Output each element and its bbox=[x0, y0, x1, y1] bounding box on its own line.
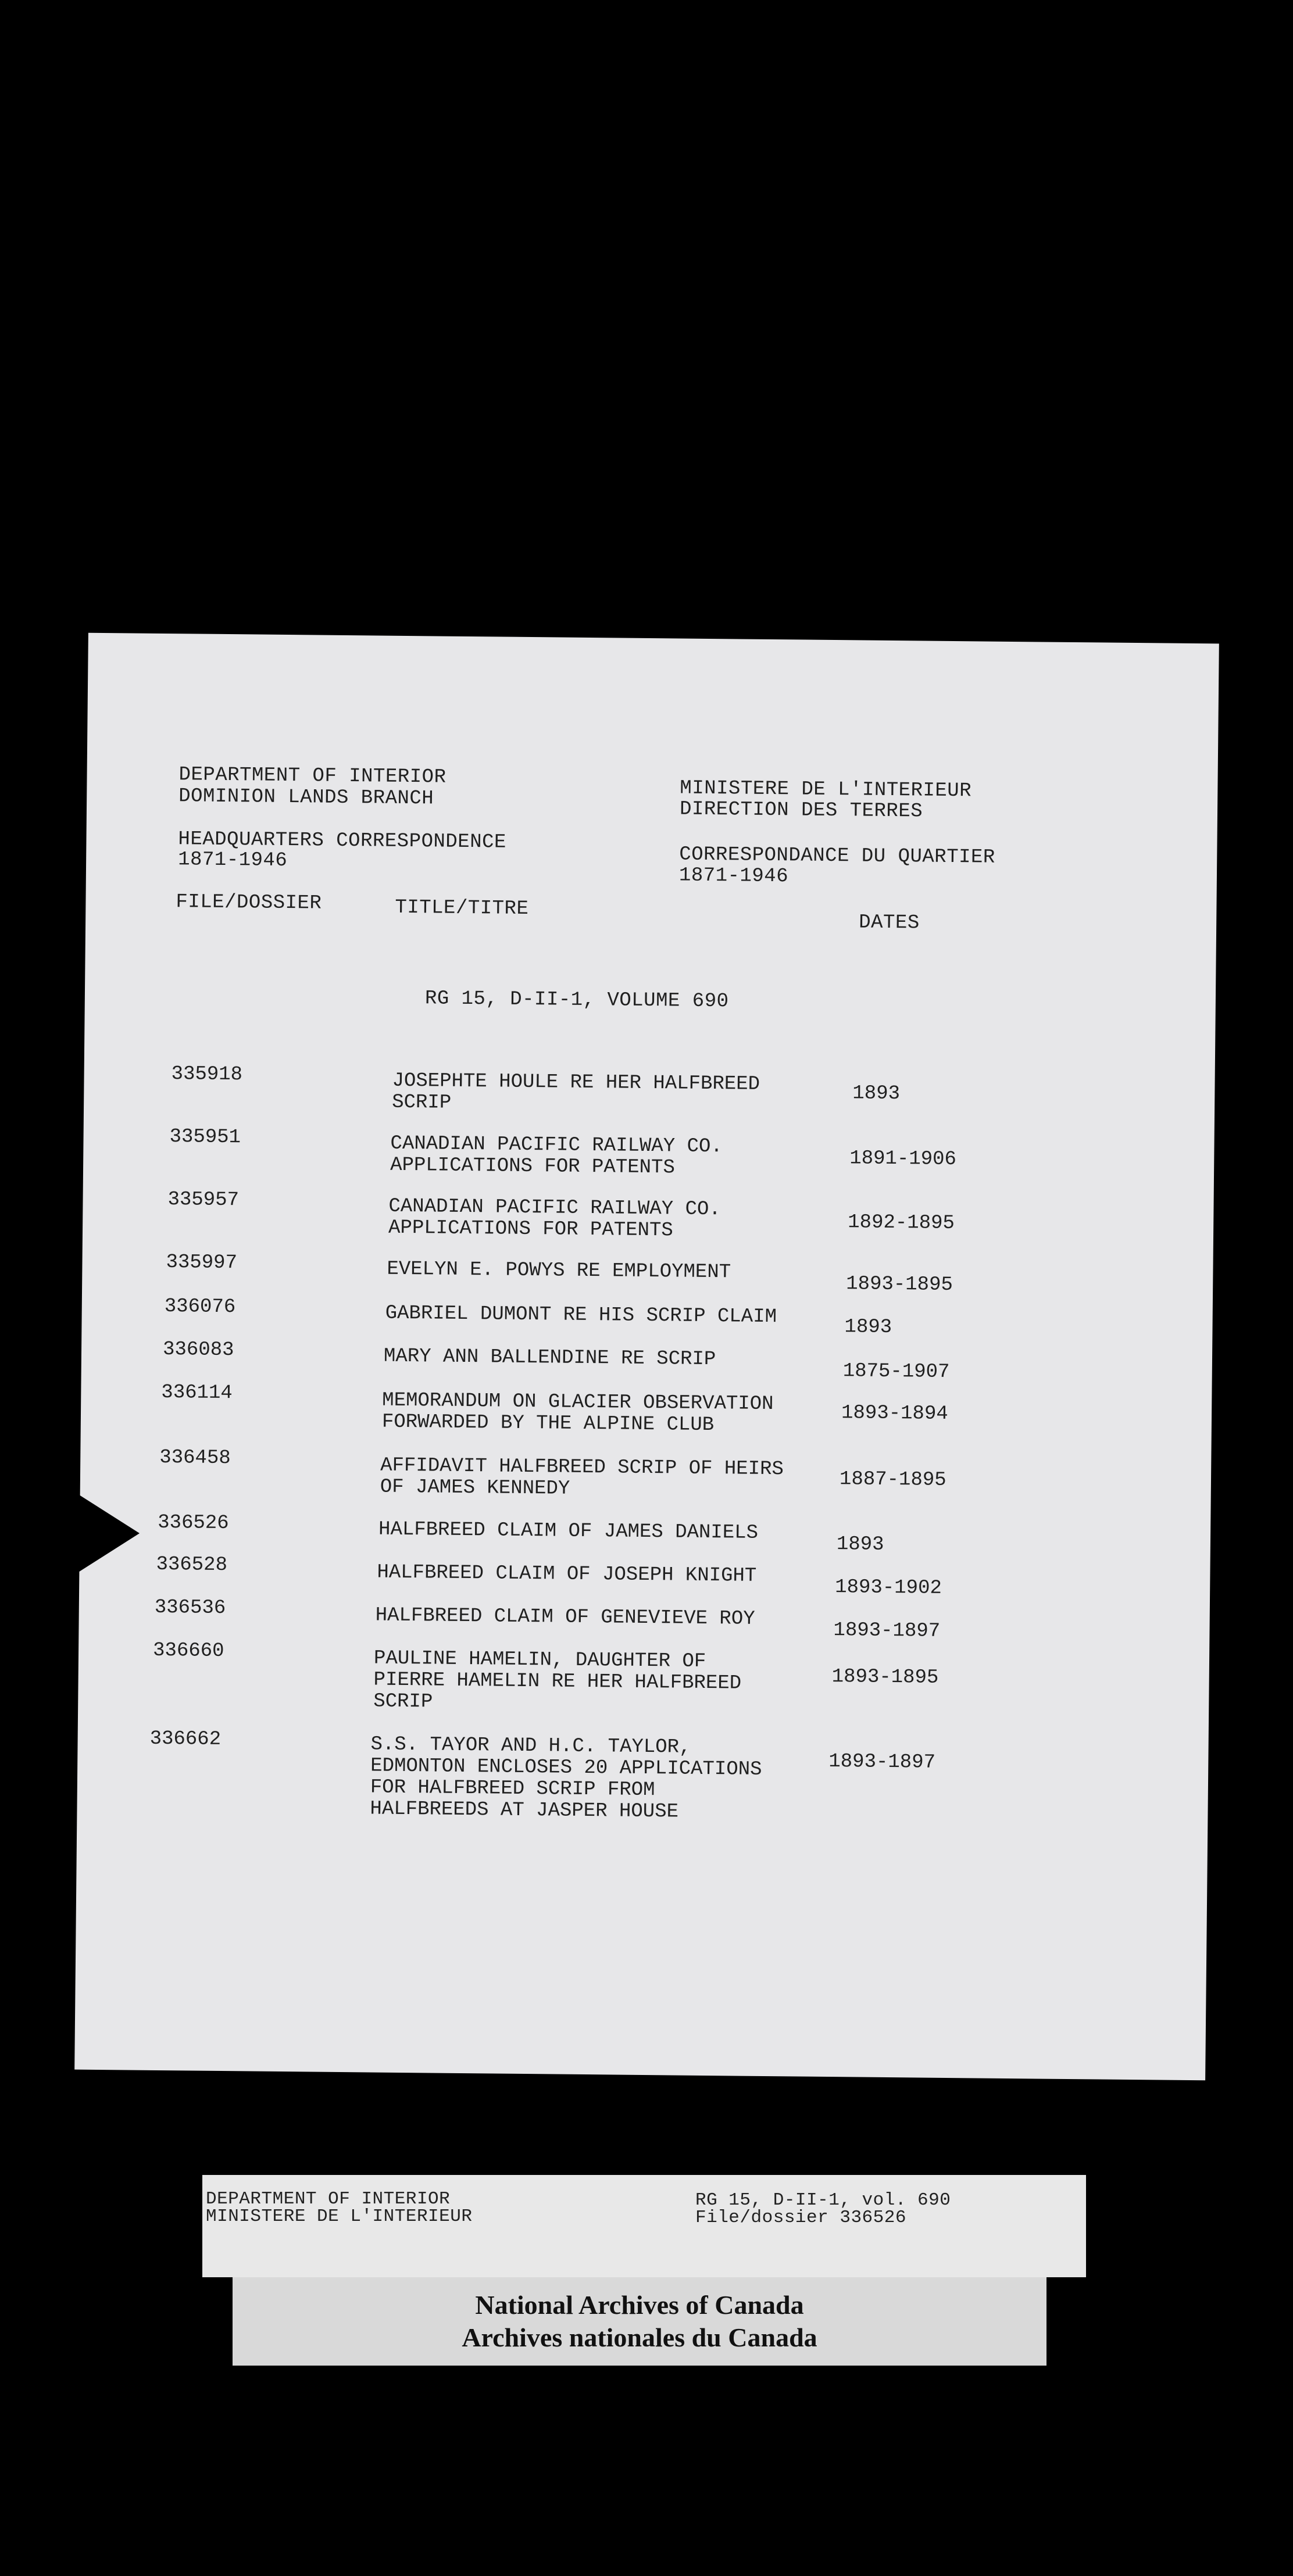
series-dates-fr: 1871-1946 bbox=[678, 864, 789, 888]
table-row-title: AFFIDAVIT HALFBREED SCRIP OF HEIRS OF JAMES KENNEDY bbox=[380, 1454, 784, 1500]
series-title-en: HEADQUARTERS CORRESPONDENCE bbox=[178, 828, 507, 854]
volume-reference: RG 15, D-II-1, VOLUME 690 bbox=[424, 988, 729, 1013]
table-row-dates: 1893-1897 bbox=[833, 1619, 941, 1643]
series-title-fr: CORRESPONDANCE DU QUARTIER bbox=[679, 843, 995, 869]
table-row-title: PAULINE HAMELIN, DAUGHTER OF PIERRE HAMELIN RE HER HALFBREED SCRIP bbox=[373, 1647, 742, 1713]
table-row-file: 336114 bbox=[161, 1381, 233, 1405]
table-row-title: CANADIAN PACIFIC RAILWAY CO. APPLICATIONS FOR PATENTS bbox=[388, 1195, 721, 1242]
table-row-file: 336076 bbox=[164, 1296, 236, 1319]
table-row-title: MEMORANDUM ON GLACIER OBSERVATION FORWARDED BY THE ALPINE CLUB bbox=[381, 1389, 774, 1437]
file-label-strip bbox=[202, 2175, 1086, 2277]
branch-title-fr: DIRECTION DES TERRES bbox=[679, 798, 923, 823]
label-file-number: File/dossier 336526 bbox=[695, 2208, 906, 2228]
table-row-file: 336536 bbox=[154, 1596, 226, 1620]
table-row-dates: 1893-1895 bbox=[831, 1666, 939, 1689]
table-row-dates: 1891-1906 bbox=[849, 1147, 957, 1171]
table-row-dates: 1892-1895 bbox=[848, 1211, 955, 1235]
column-header-title: TITLE/TITRE bbox=[395, 896, 529, 921]
table-row-title: CANADIAN PACIFIC RAILWAY CO. APPLICATIONS FOR PATENTS bbox=[390, 1132, 723, 1179]
table-row-dates: 1893 bbox=[836, 1533, 884, 1556]
column-header-dates: DATES bbox=[859, 911, 920, 935]
table-row-title: EVELYN E. POWYS RE EMPLOYMENT bbox=[387, 1258, 731, 1284]
archive-name-en: National Archives of Canada bbox=[475, 2290, 804, 2320]
archive-name-fr: Archives nationales du Canada bbox=[462, 2323, 817, 2352]
dept-title-en: DEPARTMENT OF INTERIOR bbox=[178, 764, 447, 789]
table-row-title: S.S. TAYOR AND H.C. TAYLOR, EDMONTON ENCLOSES 20 APPLICATIONS FOR HALFBREED SCRIP FROM HALFBREEDS AT JASPER HOUSE bbox=[370, 1733, 762, 1823]
page-edge-notch bbox=[76, 1493, 140, 1574]
column-header-file: FILE/DOSSIER bbox=[176, 891, 322, 915]
table-row-file: 336528 bbox=[156, 1553, 228, 1577]
table-row-file: 336083 bbox=[162, 1339, 234, 1362]
table-row-file: 335957 bbox=[167, 1189, 240, 1212]
table-row-file: 336662 bbox=[149, 1727, 222, 1751]
table-row-dates: 1887-1895 bbox=[839, 1468, 946, 1491]
table-row-dates: 1893-1894 bbox=[841, 1402, 948, 1425]
table-row-dates: 1893-1897 bbox=[828, 1751, 936, 1774]
table-row-title: GABRIEL DUMONT RE HIS SCRIP CLAIM bbox=[385, 1302, 777, 1329]
table-row-dates: 1893-1902 bbox=[835, 1576, 942, 1600]
table-row-file: 335997 bbox=[166, 1251, 238, 1275]
archive-stamp bbox=[233, 2277, 1046, 2366]
label-dept-fr: MINISTERE DE L'INTERIEUR bbox=[206, 2206, 473, 2227]
document-page bbox=[74, 633, 1219, 2081]
table-row-dates: 1893-1895 bbox=[846, 1273, 953, 1297]
table-row-title: JOSEPHTE HOULE RE HER HALFBREED SCRIP bbox=[391, 1069, 760, 1114]
table-row-file: 336660 bbox=[152, 1639, 224, 1663]
table-row-title: MARY ANN BALLENDINE RE SCRIP bbox=[383, 1345, 716, 1371]
branch-title-en: DOMINION LANDS BRANCH bbox=[178, 785, 434, 810]
table-row-file: 336458 bbox=[159, 1446, 231, 1470]
table-row-title: HALFBREED CLAIM OF JAMES DANIELS bbox=[378, 1518, 759, 1544]
table-row-dates: 1893 bbox=[844, 1316, 892, 1339]
label-dept-en: DEPARTMENT OF INTERIOR bbox=[206, 2189, 451, 2209]
table-row-title: HALFBREED CLAIM OF JOSEPH KNIGHT bbox=[377, 1561, 757, 1587]
table-row-dates: 1893 bbox=[852, 1082, 901, 1105]
table-row-file: 335951 bbox=[169, 1126, 241, 1149]
table-row-file: 336526 bbox=[158, 1511, 229, 1535]
label-volume: RG 15, D-II-1, vol. 690 bbox=[695, 2190, 951, 2210]
dept-title-fr: MINISTERE DE L'INTERIEUR bbox=[680, 777, 972, 803]
table-row-title: HALFBREED CLAIM OF GENEVIEVE ROY bbox=[375, 1604, 755, 1630]
series-dates-en: 1871-1946 bbox=[177, 849, 288, 872]
table-row-dates: 1875-1907 bbox=[842, 1360, 950, 1384]
table-row-file: 335918 bbox=[171, 1063, 243, 1086]
